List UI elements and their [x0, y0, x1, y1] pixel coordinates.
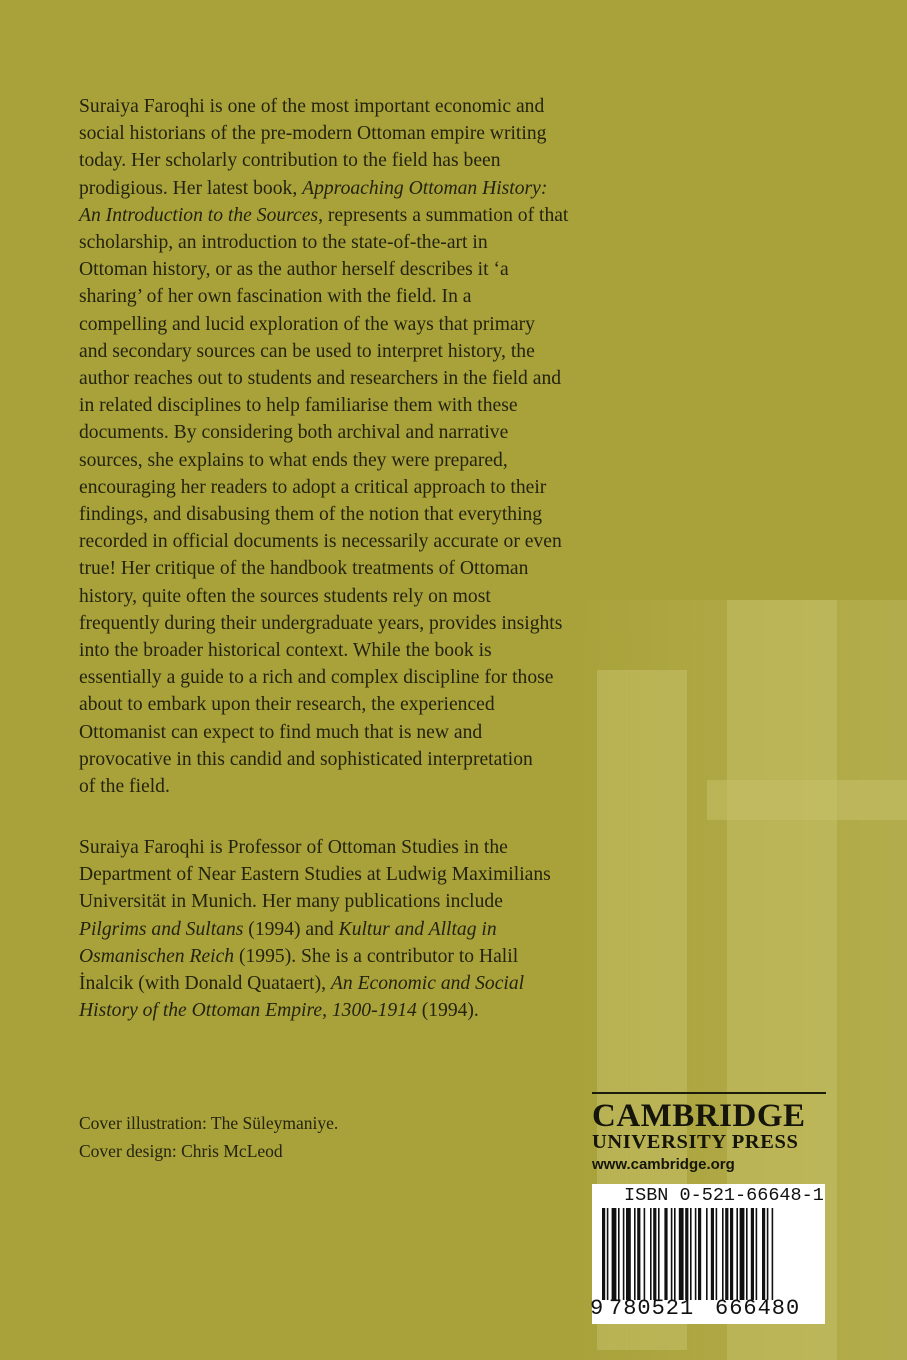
text-line: provocative in this candid and sophisticated interpretation: [79, 748, 533, 770]
barcode-bar: [698, 1208, 701, 1300]
barcode-bar: [740, 1208, 745, 1300]
text-span: prodigious. Her latest book,: [79, 177, 303, 199]
book-title: Approaching Ottoman History:: [302, 177, 548, 199]
cover-design-credit: Cover design: Chris McLeod: [79, 1140, 283, 1161]
barcode-bar: [618, 1208, 620, 1300]
barcode-bar: [746, 1208, 748, 1300]
barcode-digit-group-left: 780521: [609, 1296, 695, 1321]
barcode-bar: [756, 1208, 758, 1300]
barcode-bar: [671, 1208, 673, 1300]
barcode-bar: [695, 1208, 697, 1300]
text-line: Ottoman history, or as the author herself describes it ‘a: [79, 259, 509, 281]
book-title: Pilgrims and Sultans: [79, 918, 244, 940]
text-span: İnalcik (with Donald Quataert),: [79, 973, 331, 995]
text-line: sources, she explains to what ends they were prepared,: [79, 449, 508, 471]
text-line: of the field.: [79, 776, 170, 798]
text-line: history, quite often the sources students rely on most: [79, 585, 491, 607]
barcode-bar: [623, 1208, 625, 1300]
text-line: documents. By considering both archival and narrative: [79, 422, 509, 444]
text-line: Ottomanist can expect to find much that is new and: [79, 721, 483, 743]
text-line: true! Her critique of the handbook treatments of Ottoman: [79, 558, 529, 580]
barcode-bar: [658, 1208, 660, 1300]
barcode-bar: [751, 1208, 754, 1300]
text-line: today. Her scholarly contribution to the field has been: [79, 150, 501, 172]
barcode-bar: [607, 1208, 609, 1300]
publisher-logo: [592, 1092, 826, 1177]
book-title: History of the Ottoman Empire, 1300-1914: [79, 1000, 417, 1022]
barcode-bar: [650, 1208, 652, 1300]
barcode-bar: [612, 1208, 617, 1300]
isbn-number: ISBN 0-521-66648-1: [624, 1185, 824, 1206]
cover-illustration-credit: Cover illustration: The Süleymaniye.: [79, 1113, 339, 1133]
text-line: and secondary sources can be used to interpret history, the: [79, 340, 535, 362]
text-line: encouraging her readers to adopt a critical approach to their: [79, 476, 547, 498]
barcode-bar: [602, 1208, 605, 1300]
text-line: scholarship, an introduction to the state-of-the-art in: [79, 232, 488, 254]
cover-credits: [79, 1110, 338, 1165]
text-line: [79, 202, 619, 229]
barcode-bar: [736, 1208, 738, 1300]
barcode-digit-group-right: 666480: [715, 1296, 801, 1321]
barcode-bar: [730, 1208, 733, 1300]
publisher-name: CAMBRIDGE: [592, 1098, 806, 1134]
barcode-bar: [716, 1208, 718, 1300]
text-line: sharing’ of her own fascination with the field. In a: [79, 286, 472, 308]
barcode-bar: [626, 1208, 631, 1300]
barcode-bar: [644, 1208, 646, 1300]
barcode-bar: [706, 1208, 708, 1300]
publisher-press: UNIVERSITY PRESS: [592, 1131, 799, 1153]
book-title: An Introduction to the Sources: [79, 204, 319, 226]
barcode-bar: [722, 1208, 724, 1300]
barcode-bar: [772, 1208, 774, 1300]
barcode-bar: [653, 1208, 656, 1300]
barcode-bar: [679, 1208, 684, 1300]
text-line: Department of Near Eastern Studies at Ludwig Maximilians: [79, 864, 551, 886]
text-line: about to embark upon their research, the experienced: [79, 694, 495, 716]
barcode-bar: [674, 1208, 676, 1300]
text-line: findings, and disabusing them of the notion that everything: [79, 504, 543, 526]
barcode-bar: [634, 1208, 636, 1300]
barcode-bar: [762, 1208, 765, 1300]
text-line: Suraiya Faroqhi is one of the most important economic and: [79, 96, 545, 117]
text-span: (1994) and: [243, 918, 339, 940]
text-span: (1995). She is a contributor to Halil: [234, 945, 519, 967]
barcode-bar: [637, 1208, 640, 1300]
text-line: author reaches out to students and researchers in the field and: [79, 368, 562, 390]
text-line: social historians of the pre-modern Ottoman empire writing: [79, 123, 547, 145]
text-span: (1994).: [416, 1000, 479, 1022]
barcode-bar: [664, 1208, 667, 1300]
book-title: An Economic and Social: [330, 973, 525, 995]
text-line: compelling and lucid exploration of the ways that primary: [79, 313, 535, 335]
text-line: essentially a guide to a rich and complex discipline for those: [79, 667, 554, 689]
text-line: frequently during their undergraduate years, provides insights: [79, 612, 563, 634]
barcode-bar: [725, 1208, 728, 1300]
barcode-bar: [711, 1208, 714, 1300]
book-description: [79, 93, 619, 800]
barcode-bar: [767, 1208, 769, 1300]
barcode-bar: [690, 1208, 692, 1300]
text-line: Suraiya Faroqhi is Professor of Ottoman Studies in the: [79, 837, 508, 858]
publisher-website: www.cambridge.org: [592, 1156, 735, 1173]
text-line: [79, 175, 619, 202]
author-biography: [79, 834, 619, 1024]
text-line: in related disciplines to help familiarise them with these: [79, 395, 518, 417]
text-span: , represents a summation of that: [318, 204, 569, 226]
book-title: Osmanischen Reich: [79, 945, 235, 967]
text-line: [79, 997, 619, 1024]
text-line: [79, 916, 619, 943]
isbn-barcode: [592, 1184, 825, 1324]
barcode-bar: [685, 1208, 688, 1300]
text-line: Universität in Munich. Her many publications include: [79, 891, 503, 913]
text-line: [79, 943, 619, 970]
text-line: into the broader historical context. While the book is: [79, 640, 492, 662]
text-line: recorded in official documents is necessarily accurate or even: [79, 531, 562, 553]
barcode-first-digit: 9: [590, 1296, 604, 1321]
barcode-bars: [602, 1208, 817, 1300]
book-title: Kultur and Alltag in: [338, 918, 497, 940]
text-line: [79, 970, 619, 997]
